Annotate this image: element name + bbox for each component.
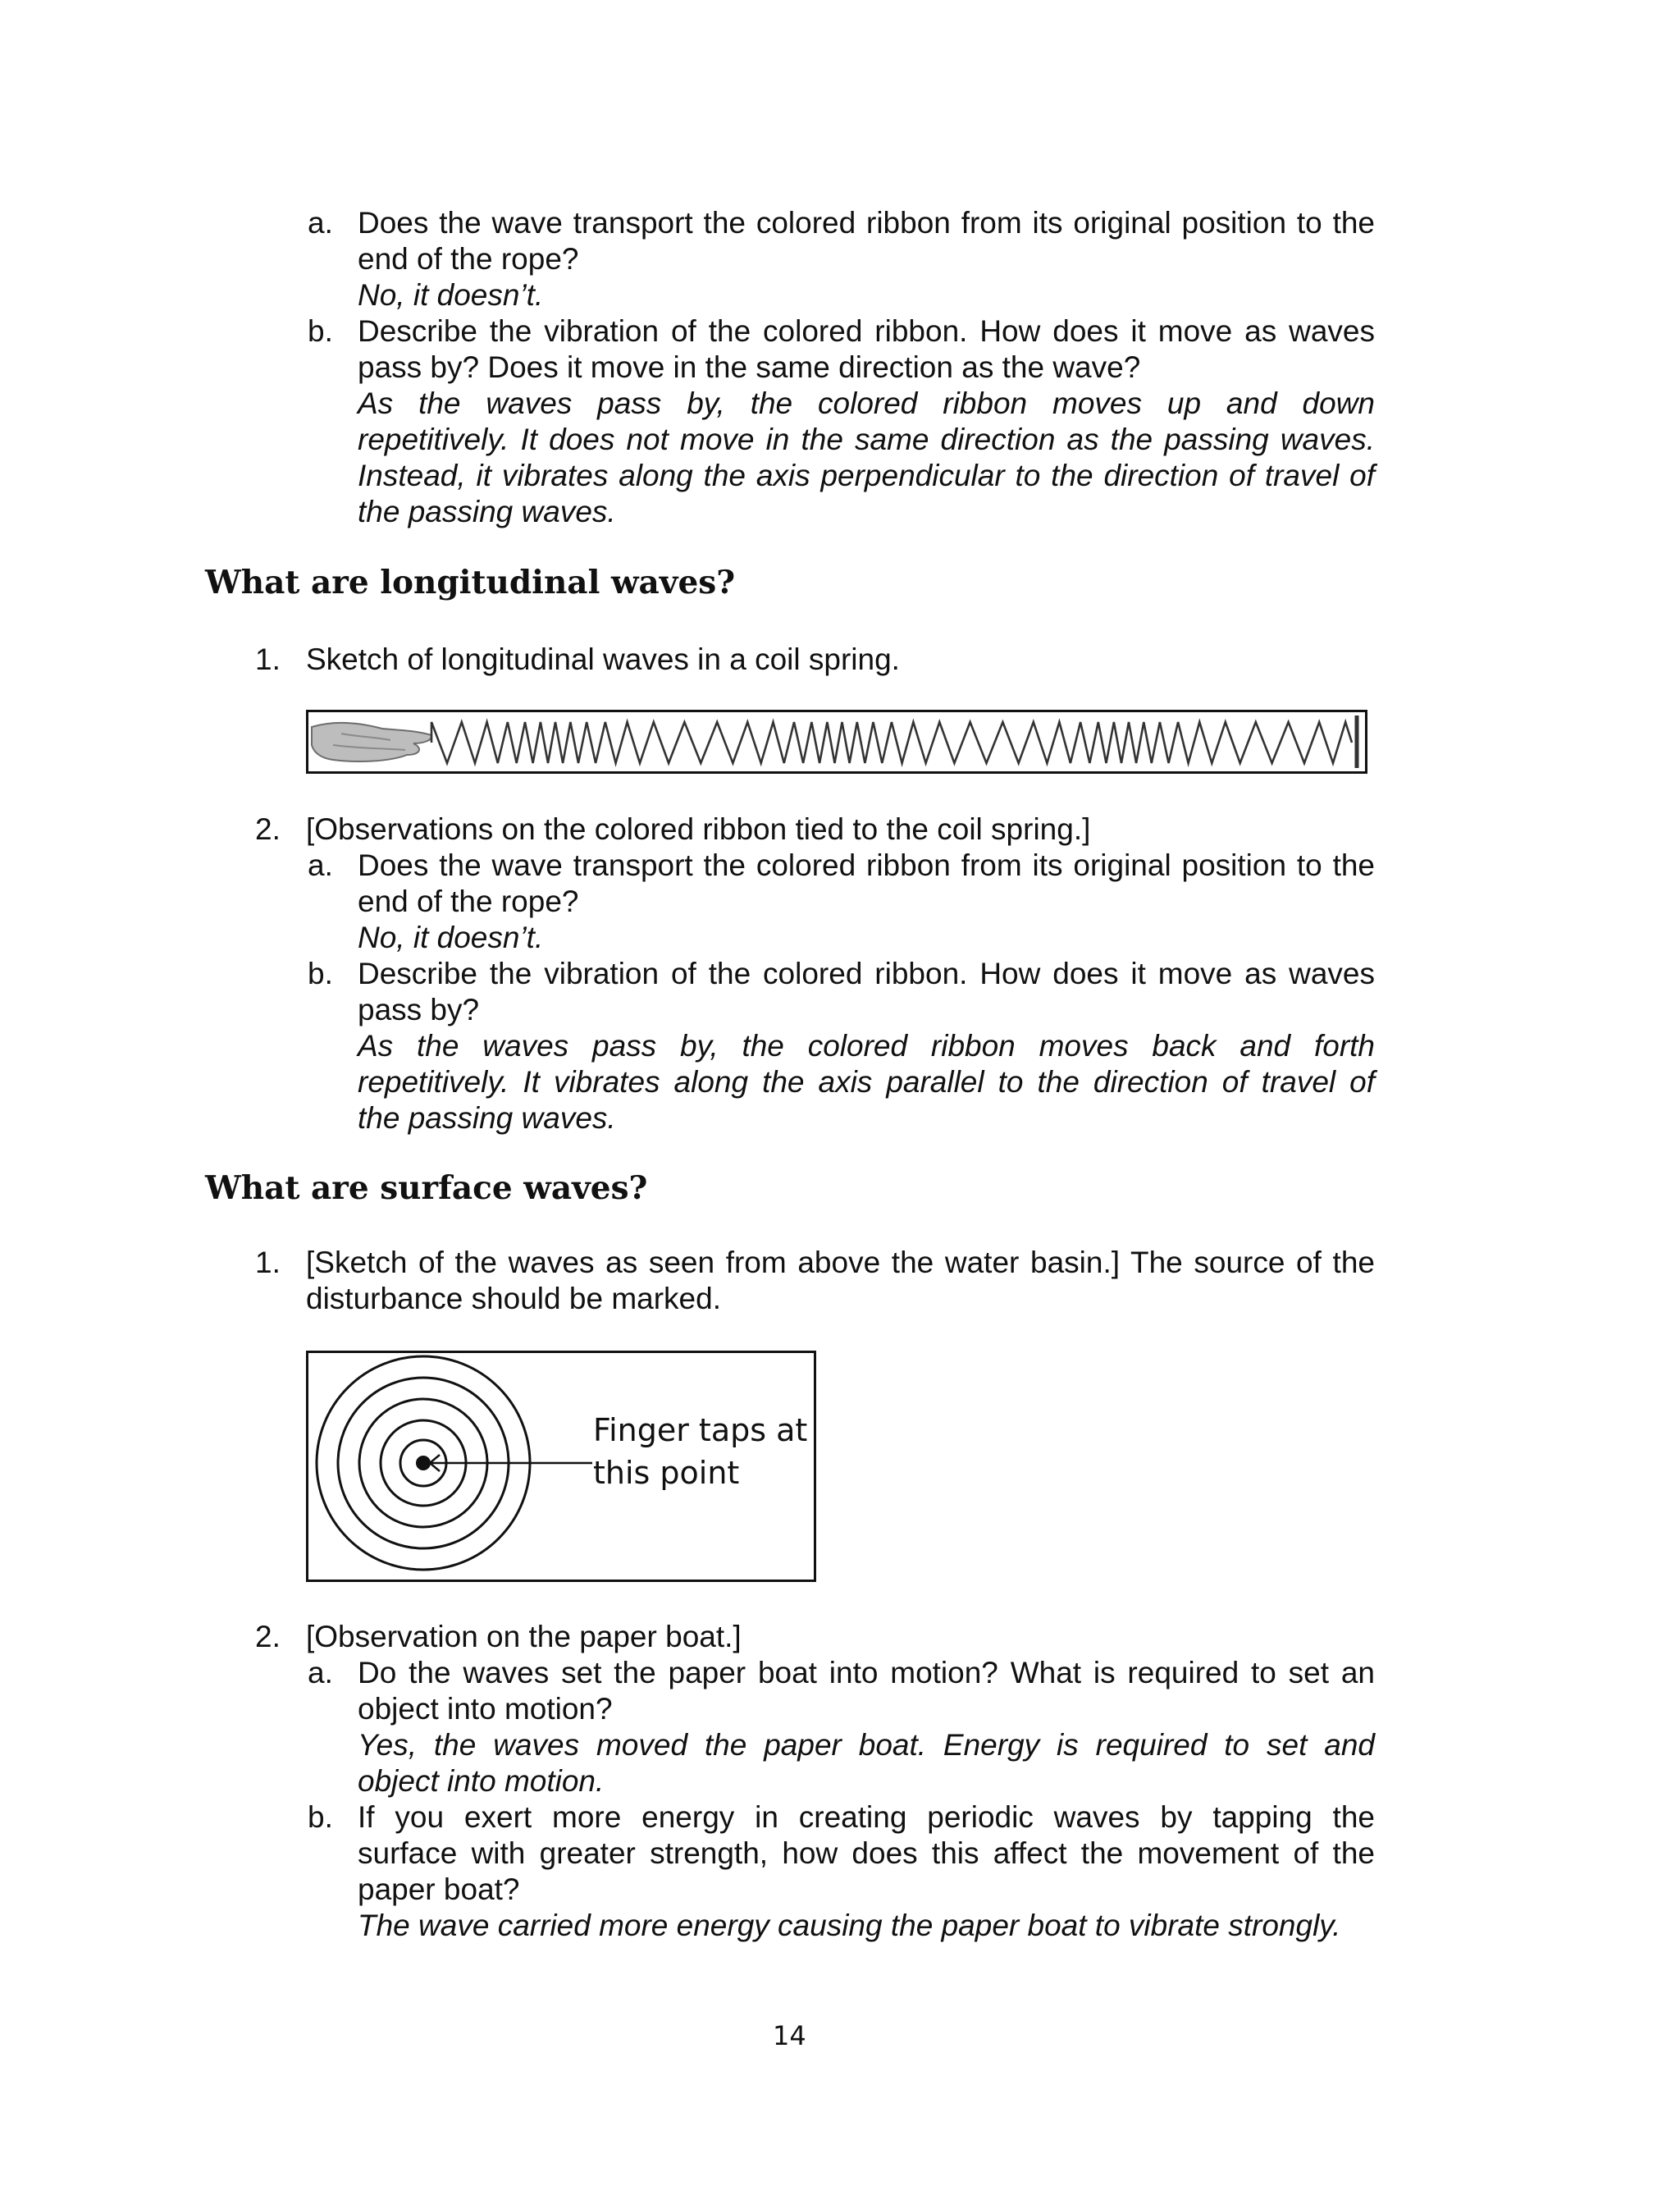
page-number: 14 xyxy=(773,2020,806,2051)
answer-text: As the waves pass by, the colored ribbon moves back and forth xyxy=(358,1029,1375,1063)
caption-line: Finger taps at xyxy=(593,1412,808,1448)
question-text: Do the waves set the paper boat into motion? What is required to set an xyxy=(358,1656,1375,1689)
question-text: pass by? Does it move in the same direction as the wave? xyxy=(358,350,1141,384)
question-text: disturbance should be marked. xyxy=(306,1282,721,1315)
figure-caption xyxy=(593,1409,807,1494)
coil-spring-illustration xyxy=(308,712,1365,771)
answer-text: No, it doesn’t. xyxy=(358,921,544,954)
answer-text: repetitively. It does not move in the same direction as the passing waves. xyxy=(358,423,1375,456)
answer-text: As the waves pass by, the colored ribbon moves up and down xyxy=(358,386,1375,420)
question-text: end of the rope? xyxy=(358,885,579,918)
question-text: pass by? xyxy=(358,993,480,1026)
answer-text: Yes, the waves moved the paper boat. Energy is required to set and xyxy=(358,1728,1375,1762)
question-text: [Observations on the colored ribbon tied to the coil spring.] xyxy=(306,812,1091,846)
answer-text: repetitively. It vibrates along the axis parallel to the direction of travel of xyxy=(358,1065,1375,1099)
list-marker: 2. xyxy=(255,1620,281,1653)
answer-text: No, it doesn’t. xyxy=(358,278,544,312)
answer-text: Instead, it vibrates along the axis perpendicular to the direction of travel of xyxy=(358,459,1375,492)
question-text: object into motion? xyxy=(358,1692,613,1726)
list-marker: a. xyxy=(308,848,333,882)
list-marker: b. xyxy=(308,314,333,348)
answer-text: the passing waves. xyxy=(358,1101,616,1135)
question-text: Describe the vibration of the colored ribbon. How does it move as waves xyxy=(358,957,1375,990)
coil-spring xyxy=(431,722,1352,763)
question-text: Does the wave transport the colored ribbon from its original position to the xyxy=(358,206,1375,240)
question-text: paper boat? xyxy=(358,1872,520,1906)
question-text: Does the wave transport the colored ribbon from its original position to the xyxy=(358,848,1375,882)
answer-text: The wave carried more energy causing the paper boat to vibrate strongly. xyxy=(358,1909,1341,1942)
list-marker: b. xyxy=(308,957,333,990)
hand-icon xyxy=(312,723,431,761)
list-marker: b. xyxy=(308,1800,333,1834)
question-text: [Sketch of the waves as seen from above the water basin.] The source of the xyxy=(306,1246,1375,1279)
surface-wave-figure xyxy=(306,1351,816,1582)
list-marker: 1. xyxy=(255,1246,281,1279)
section-heading: What are longitudinal waves? xyxy=(205,564,736,601)
question-text: end of the rope? xyxy=(358,242,579,276)
question-text: If you exert more energy in creating periodic waves by tapping the xyxy=(358,1800,1375,1834)
list-marker: a. xyxy=(308,206,333,240)
list-marker: 1. xyxy=(255,642,281,676)
coil-spring-figure xyxy=(306,710,1367,774)
question-text: surface with greater strength, how does this affect the movement of the xyxy=(358,1836,1375,1870)
section-heading: What are surface waves? xyxy=(205,1169,648,1207)
question-text: Sketch of longitudinal waves in a coil spring. xyxy=(306,642,900,676)
list-marker: a. xyxy=(308,1656,333,1689)
answer-text: the passing waves. xyxy=(358,495,616,528)
question-text: Describe the vibration of the colored ribbon. How does it move as waves xyxy=(358,314,1375,348)
answer-text: object into motion. xyxy=(358,1764,605,1798)
question-text: [Observation on the paper boat.] xyxy=(306,1620,742,1653)
list-marker: 2. xyxy=(255,812,281,846)
caption-line: this point xyxy=(593,1455,740,1491)
